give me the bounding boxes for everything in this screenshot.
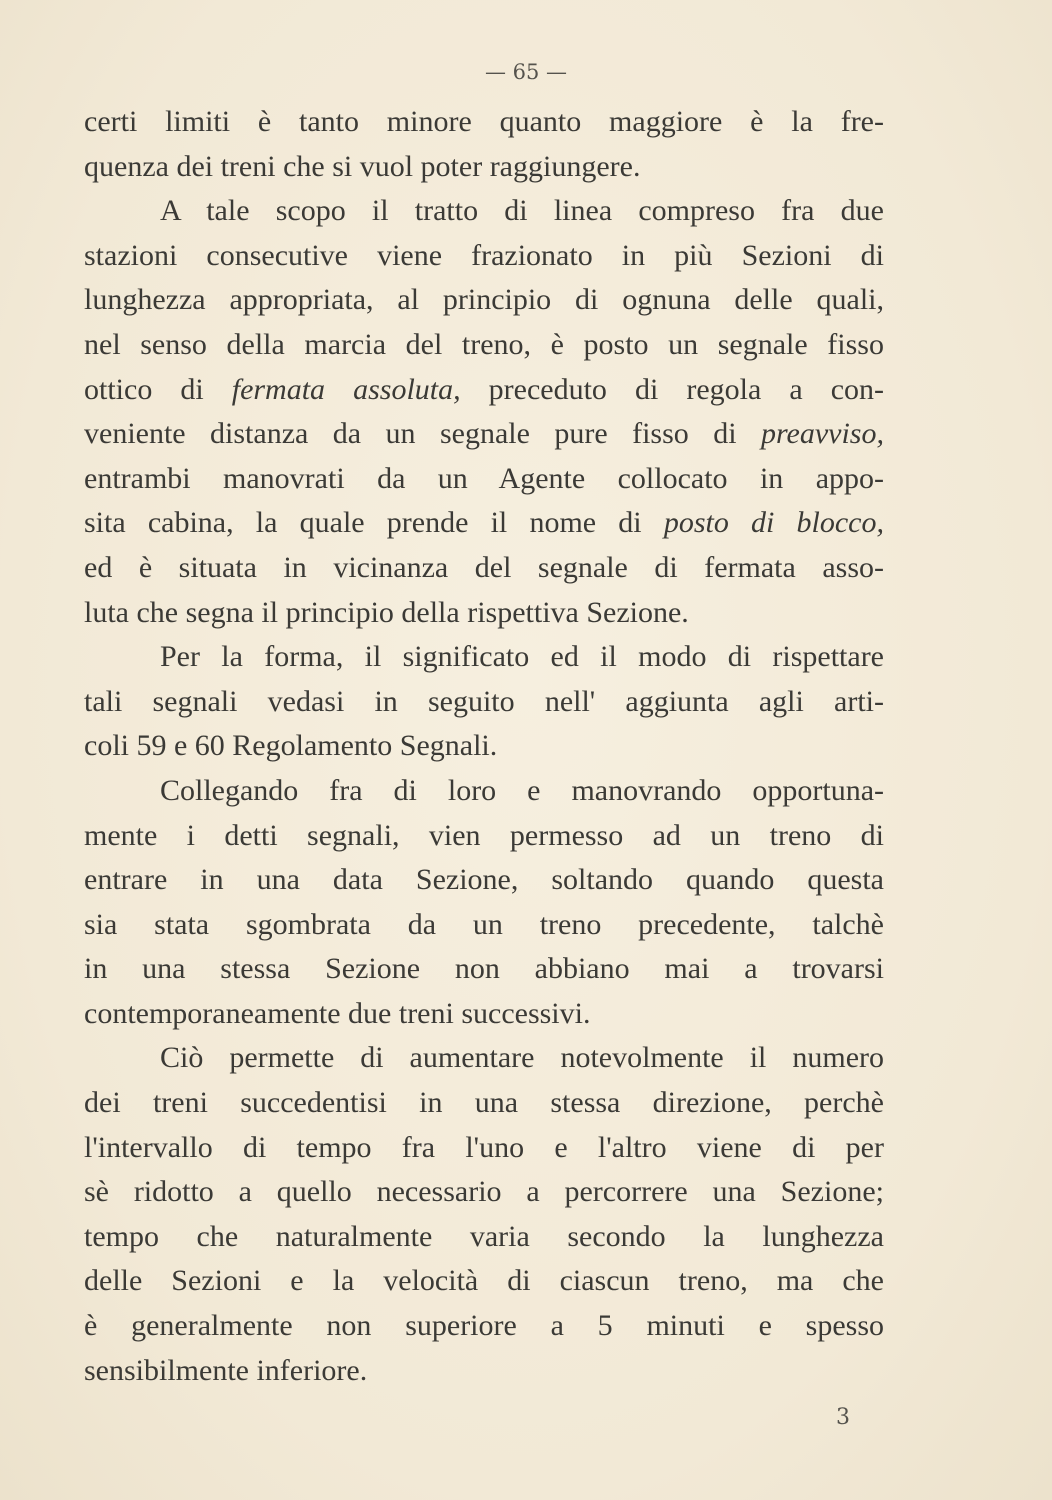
text-line: Collegando fra di loro e manovrando opportuna-	[160, 773, 884, 807]
text-line: dei treni succedentisi in una stessa direzione, perchè	[84, 1086, 884, 1120]
text-segment: ottico di	[84, 372, 232, 406]
text-segment: preceduto di regola a con-	[460, 372, 884, 406]
text-line: entrambi manovrati da un Agente collocato in appo-	[84, 461, 884, 495]
text-line: A tale scopo il tratto di linea compreso fra due	[160, 194, 884, 228]
text-line: stazioni consecutive viene frazionato in più Sezioni di	[84, 238, 884, 272]
text-line: mente i detti segnali, vien permesso ad un treno di	[84, 818, 884, 852]
text-line	[84, 412, 884, 457]
text-line: entrare in una data Sezione, soltando quando questa	[84, 863, 884, 897]
text-line: sè ridotto a quello necessario a percorrere una Sezione;	[84, 1175, 884, 1209]
text-line: in una stessa Sezione non abbiano mai a trovarsi	[84, 952, 884, 986]
paragraph-5	[84, 1036, 884, 1393]
italic-term-posto-di-blocco: posto di blocco,	[663, 506, 884, 540]
text-line: tempo che naturalmente varia secondo la lunghezza	[84, 1219, 884, 1253]
body-text	[84, 100, 884, 1393]
text-line: Per la forma, il significato ed il modo di rispettare	[160, 640, 884, 674]
paragraph-1	[84, 100, 884, 189]
text-line: lunghezza appropriata, al principio di ognuna delle quali,	[84, 283, 884, 317]
text-line: nel senso della marcia del treno, è posto un segnale fisso	[84, 327, 884, 361]
text-line: Ciò permette di aumentare notevolmente il numero	[160, 1041, 884, 1075]
text-line: delle Sezioni e la velocità di ciascun treno, ma che	[84, 1264, 884, 1298]
text-segment: veniente distanza da un segnale pure fisso di	[84, 417, 761, 451]
text-segment: sita cabina, la quale prende il nome di	[84, 506, 664, 540]
text-line: certi limiti è tanto minore quanto maggiore è la fre-	[84, 105, 884, 138]
text-line: coli 59 e 60 Regolamento Segnali.	[84, 729, 498, 763]
text-line: ed è situata in vicinanza del segnale di fermata asso-	[84, 550, 884, 584]
text-line: l'intervallo di tempo fra l'uno e l'altro viene di per	[84, 1130, 884, 1164]
text-line: quenza dei treni che si vuol poter raggiungere.	[84, 149, 641, 183]
signature-mark: 3	[836, 1405, 850, 1430]
text-line: luta che segna il principio della rispettiva Sezione.	[84, 595, 689, 629]
text-line: tali segnali vedasi in seguito nell' aggiunta agli arti-	[84, 684, 884, 718]
paragraph-3	[84, 635, 884, 769]
text-line: sensibilmente inferiore.	[84, 1353, 368, 1387]
text-line: è generalmente non superiore a 5 minuti e spesso	[84, 1309, 884, 1343]
page-number: — 65 —	[484, 60, 568, 84]
italic-term-preavviso: preavviso,	[760, 417, 884, 451]
paragraph-4	[84, 769, 884, 1037]
text-line	[84, 368, 884, 413]
text-line: sia stata sgombrata da un treno precedente, talchè	[84, 907, 884, 941]
italic-term-fermata-assoluta: fermata assoluta,	[231, 372, 461, 406]
paragraph-2	[84, 189, 884, 635]
text-line: contemporaneamente due treni successivi.	[84, 996, 591, 1030]
text-line	[84, 501, 884, 546]
